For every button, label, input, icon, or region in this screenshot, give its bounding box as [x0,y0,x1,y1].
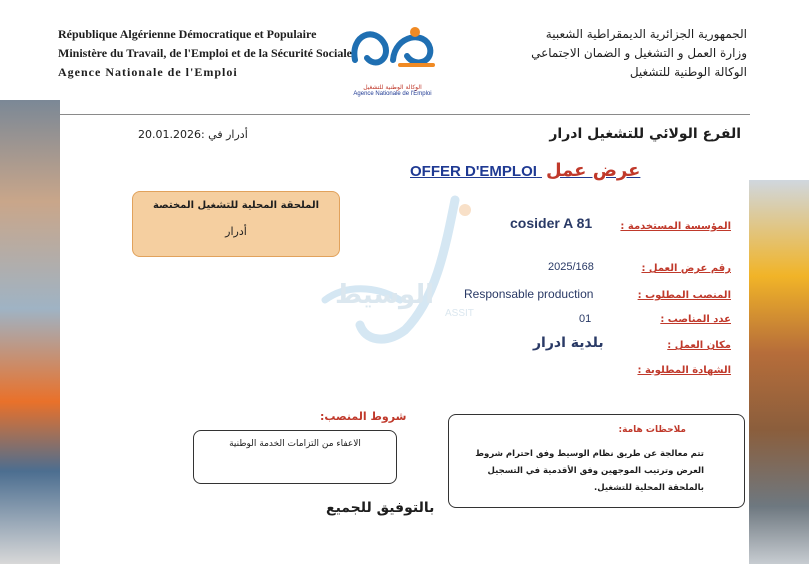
agency-box [132,191,340,257]
offer-title [410,160,640,181]
field-label-diploma: الشهادة المطلوبة : [637,365,731,376]
header-fr-line2: Ministère du Travail, de l'Emploi et de la Sécurité Sociale [58,46,352,60]
anem-logo [345,20,440,108]
offer-title-fr: OFFER D'EMPLOI [410,163,537,180]
header-divider [60,114,750,115]
branch-title: الفرع الولائي للتشغيل ادرار [549,126,741,142]
notes-title: ملاحظات هامة: [618,425,686,435]
header-fr-line3: Agence Nationale de l'Emploi [58,65,238,79]
field-label-offer-number: رقم عرض العمل : [641,263,731,274]
right-photo [749,180,809,564]
agency-box-title: الملحقة المحلية للتشغيل المختصة [152,200,320,211]
closing-text: بالتوفيق للجميع [326,500,435,516]
conditions-text: الاعفاء من التزامات الخدمة الوطنية [229,439,361,449]
anem-logo-icon [345,20,440,80]
watermark-ar: الوسيط [335,280,434,310]
header-fr-line1: République Algérienne Démocratique et Populaire [58,27,317,41]
left-photo [0,100,60,564]
field-value-workplace: بلدية ادرار [533,335,604,351]
header-ar-line2: وزارة العمل و التشغيل و الضمان الاجتماعي [531,46,747,60]
notes-box [448,414,745,508]
offer-title-ar: عرض عمل [546,160,641,181]
agency-box-value: أدرار [225,225,247,238]
header-ar-line1: الجمهورية الجزائرية الديمقراطية الشعبية [545,27,747,41]
field-label-positions-count: عدد المناصب : [660,314,731,325]
notes-line2: العرض وترتيب الموجهين وفق الأقدمية في التسجيل [487,466,704,476]
conditions-box [193,430,397,484]
field-value-employer: cosider A 81 [510,215,593,231]
notes-line3: بالملحقة المحلية للتشغيل. [594,483,704,493]
field-value-offer-number: 2025/168 [548,261,594,273]
field-label-position: المنصب المطلوب : [637,290,731,301]
field-value-position: Responsable production [464,287,594,301]
header-ar-line3: الوكالة الوطنية للتشغيل [629,65,747,79]
notes-line1: تتم معالجة عن طريق نظام الوسيط وفق احترام شروط [475,449,704,459]
logo-caption-fr: Agence Nationale de l'Emploi [353,91,432,97]
conditions-title: شروط المنصب: [320,410,407,423]
field-label-employer: المؤسسة المستخدمة : [620,221,731,232]
logo-caption-ar: الوكالة الوطنية للتشغيل [363,84,422,91]
date-line: أدرار في :20.01.2026 [138,128,248,141]
watermark-fr: ASSIT [445,308,474,319]
field-value-positions-count: 01 [579,313,592,325]
field-label-workplace: مكان العمل : [667,340,731,351]
